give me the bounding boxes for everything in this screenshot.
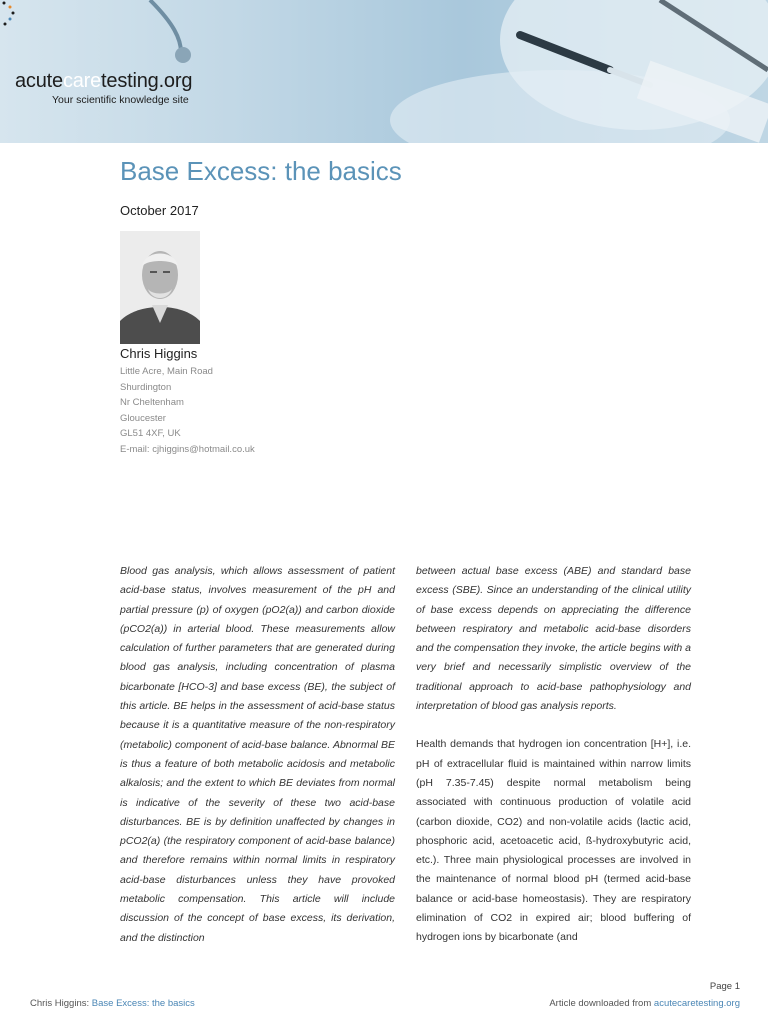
body-paragraph: Health demands that hydrogen ion concentration [H+], i.e. pH of extracellular fluid is maintained within narrow limits (pH 7.35-7.45) despite normal metabolism being associated with continuous production of volatile acid (carbon dioxide, CO2) and non-volatile acids (lactic acid, phosphoric acid, acetoacetic acid, ß-hydroxybutyric acid, etc.). Three main physiological processes are involved in the maintenance of normal blood pH (termed acid-base balance or acid-base homeostasis). They are respiratory elimination of CO2 in expired air; blood buffering of hydrogen ions by bicarbonate (and: [416, 738, 691, 944]
author-name: Chris Higgins: [120, 346, 198, 361]
page-number: Page 1: [709, 981, 740, 992]
article-date: October 2017: [120, 203, 199, 218]
address-line: Shurdington: [120, 381, 172, 393]
author-photo: [120, 231, 200, 344]
address-line: Gloucester: [120, 412, 166, 424]
intro-paragraph: Blood gas analysis, which allows assessment of patient acid-base status, involves measurement of the pH and partial pressure (p) of oxygen (pO2(a)) and carbon dioxide (pCO2(a)) in arterial blood. These measurements allow calculation of further parameters that are generated during blood gas analysis, including concentration of plasma bicarbonate [HCO-3] and base excess (BE), the subject of this article. BE helps in the assessment of acid-base status because it is a quantitative measure of the non-respiratory (metabolic) component of acid-base balance. Abnormal BE is thus a feature of both metabolic acidosis and metabolic alkalosis; and the extent to which BE deviates from normal is indicative of the severity of these two acid-base disturbances. BE is by definition unaffected by changes in pCO2(a) (the respiratory component of acid-base balance) and therefore remains within normal limits in respiratory acid-base disturbances unless they have provoked metabolic compensation. This article will include discussion of the concept of base excess, its derivation, and the distinction: [120, 565, 395, 944]
site-logo[interactable]: [15, 70, 192, 106]
footer-author: Chris Higgins:: [30, 998, 90, 1009]
footer-download-label: Article downloaded from: [549, 998, 652, 1009]
logo-dots-icon: [0, 0, 20, 30]
address-line: Nr Cheltenham: [120, 397, 184, 409]
author-email[interactable]: E-mail: cjhiggins@hotmail.co.uk: [120, 443, 255, 455]
address-line: GL51 4XF, UK: [120, 428, 181, 440]
intro-paragraph-continued: between actual base excess (ABE) and standard base excess (SBE). Since an understanding of the clinical utility of base excess depends on appreciating the difference between respiratory and metabolic acid-base disorders and the compensation they invoke, the article begins with a very brief and necessarily simplistic overview of the traditional approach to acid-base pathophysiology and interpretation of blood gas analysis reports.: [416, 565, 691, 713]
article-column-right: [416, 562, 691, 948]
logo-tagline: Your scientific knowledge site: [52, 94, 189, 106]
article-column-left: [120, 562, 395, 948]
address-line: Little Acre, Main Road: [120, 366, 213, 377]
header-banner: [0, 0, 768, 143]
article-title: Base Excess: the basics: [120, 156, 402, 186]
author-address: [120, 364, 255, 458]
footer-source: [549, 998, 740, 1009]
footer-title-link[interactable]: Base Excess: the basics: [91, 998, 195, 1009]
footer-site-link[interactable]: acutecaretesting.org: [653, 998, 740, 1009]
logo-wordmark: acutecaretesting.org: [15, 70, 193, 92]
footer-citation: [30, 998, 195, 1009]
